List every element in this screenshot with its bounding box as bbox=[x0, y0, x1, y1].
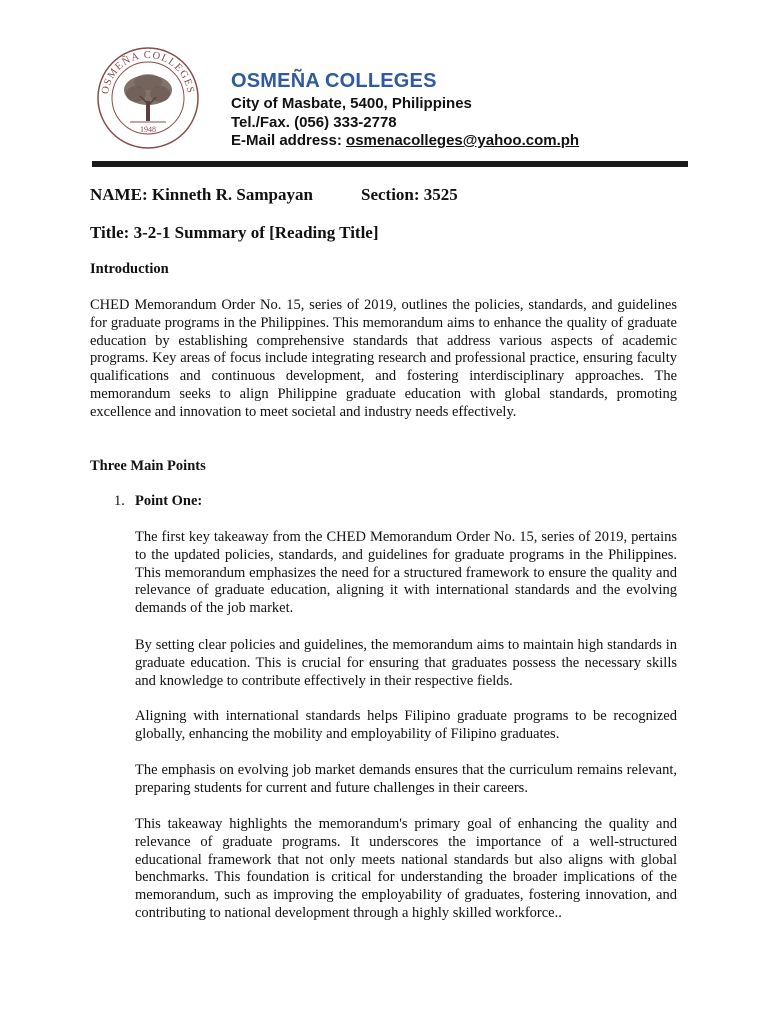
point-one-paragraph: This takeaway highlights the memorandum's primary goal of enhancing the quality and relevance of graduate programs. It underscores the importance of a well-structured educational framework that not only meets national standards but also aligns with global benchmarks. This foundation is critical for understanding the broader implications of the memorandum, such as improving the employability of graduates, fostering innovation, and contributing to national development through a highly skilled workforce.. bbox=[135, 816, 677, 921]
logo-arc-text: OSMEÑA COLLEGES bbox=[100, 49, 196, 95]
point-one-paragraph: By setting clear policies and guidelines, the memorandum aims to maintain high standards in graduate education. This is crucial for ensuring that graduates possess the necessary skills and knowledge to contribute effectively in their respective fields. bbox=[135, 637, 677, 689]
school-name: OSMEÑA COLLEGES bbox=[231, 70, 437, 92]
email-link[interactable]: osmenacolleges@yahoo.com.ph bbox=[346, 132, 580, 149]
school-phone: Tel./Fax. (056) 333-2778 bbox=[231, 114, 397, 131]
student-name-row bbox=[90, 185, 458, 205]
student-name: NAME: Kinneth R. Sampayan bbox=[90, 185, 313, 204]
introduction-paragraph: CHED Memorandum Order No. 15, series of 2019, outlines the policies, standards, and guidelines for graduate programs in the Philippines. This memorandum aims to enhance the quality of graduate education by establishing comprehensive standards that address various aspects of academic programs. Key areas of focus include integrating research and professional practice, ensuring faculty qualifications and continuous development, and fostering interdisciplinary approaches. The memorandum seeks to align Philippine graduate education with global standards, promoting excellence and innovation to meet societal and industry needs effectively. bbox=[90, 297, 677, 420]
point-one-paragraph: Aligning with international standards helps Filipino graduate programs to be recognized globally, enhancing the mobility and employability of Filipino graduates. bbox=[135, 708, 677, 742]
header-divider bbox=[92, 161, 688, 167]
point-one-paragraph: The emphasis on evolving job market demands ensures that the curriculum remains relevant, preparing students for current and future challenges in their careers. bbox=[135, 762, 677, 796]
introduction-heading: Introduction bbox=[90, 261, 169, 277]
email-label: E-Mail address: bbox=[231, 132, 347, 149]
school-seal-logo bbox=[96, 46, 200, 150]
logo-year: 1948 bbox=[140, 125, 156, 134]
student-section: Section: 3525 bbox=[361, 185, 458, 204]
main-points-heading: Three Main Points bbox=[90, 458, 206, 474]
point-one-number: 1. bbox=[114, 493, 125, 509]
point-one-paragraph: The first key takeaway from the CHED Memorandum Order No. 15, series of 2019, pertains to the updated policies, standards, and guidelines for graduate programs in the Philippines. This memorandum emphasizes the need for a structured framework to ensure the quality and relevance of graduate education, aligning it with international standards and the evolving demands of the job market. bbox=[135, 529, 677, 617]
school-address: City of Masbate, 5400, Philippines bbox=[231, 95, 472, 112]
point-one-title: Point One: bbox=[135, 493, 203, 509]
school-email-line bbox=[231, 132, 579, 149]
document-title: Title: 3-2-1 Summary of [Reading Title] bbox=[90, 223, 379, 242]
